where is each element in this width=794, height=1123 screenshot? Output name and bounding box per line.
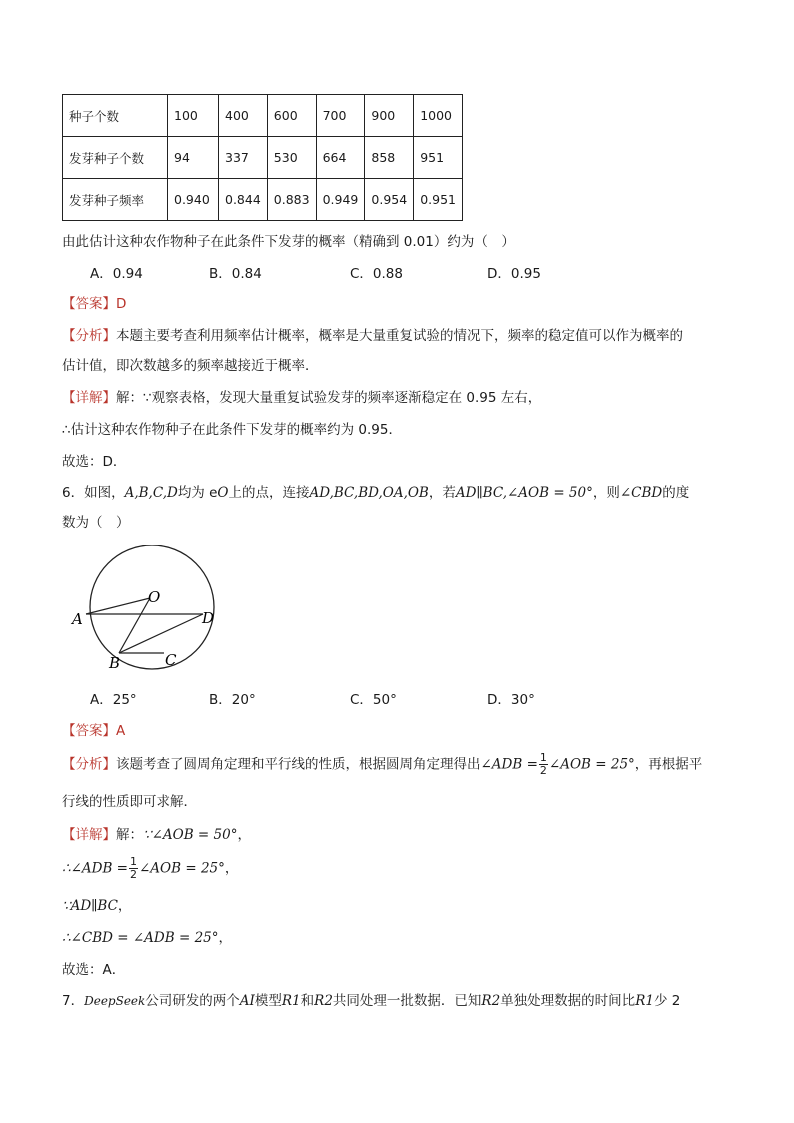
detail-math: ∵AD∥BC [62,898,118,914]
frac-num: 1 [539,751,547,764]
q7-text: 和 [300,993,315,1009]
table-cell: 0.844 [219,179,268,221]
detail-math: ∴∠CBD = ∠ADB = 25° [62,930,219,946]
detail-text: ， [224,860,239,877]
table-cell: 664 [316,137,365,179]
table-cell: 951 [414,137,463,179]
circle-o [90,545,214,669]
q5-analysis-line2: 估计值，即次数越多的频率越接近于概率． [62,358,319,374]
table-cell: 1000 [414,95,463,137]
table-cell: 0.954 [365,179,414,221]
label-d: D [202,609,215,627]
q7-text: 单独处理数据的时间比 [500,993,636,1009]
frac-den: 2 [130,868,137,881]
detail-math: ∴∠ADB = [62,860,128,877]
frac-num: 1 [130,855,137,868]
q7-text: 模型 [254,993,282,1009]
table-cell: 858 [365,137,414,179]
analysis-text: 本题主要考查利用频率估计概率，概率是大量重复试验的情况下，频率的稳定值可以作为概率的 [116,328,683,344]
q6-number: 6．如图， [62,485,125,501]
q6-segments: AD,BC,BD,OA,OB [309,485,429,501]
segment-bd [119,614,203,653]
analysis-text: 该题考查了圆周角定理和平行线的性质，根据圆周角定理得出 [116,756,481,773]
table-row [63,137,463,179]
q6-stem-line2: 数为（ ） [62,515,130,531]
label-a: A [72,610,83,628]
q6-text: 的度 [662,485,690,501]
q6-condition: AD∥BC,∠AOB = 50° [455,485,593,501]
analysis-tag: 【分析】 [62,756,116,773]
detail-text: ， [117,898,132,914]
detail-text: 解：∵观察表格，发现大量重复试验发芽的频率逐渐稳定在 0.95 左右， [116,390,542,406]
q7-model-r1: R1 [635,993,654,1009]
q5-option-b: B．0.84 [209,266,262,282]
analysis-math: ∠AOB = 25° [548,756,635,773]
table-cell: 600 [267,95,316,137]
q6-choice: 故选：A． [62,962,126,978]
q5-detail-line1 [62,386,541,406]
q7-ai: AI [239,993,255,1009]
q5-answer [62,292,126,312]
q7-text: 少 2 [653,993,681,1009]
table-cell: 700 [316,95,365,137]
detail-text: 解： [116,827,143,843]
detail-text: ， [218,930,232,946]
table-cell: 900 [365,95,414,137]
q5-option-a: A．0.94 [90,266,143,282]
q5-option-c: C．0.88 [350,266,403,282]
table-cell: 0.949 [316,179,365,221]
detail-tag: 【详解】 [62,390,116,406]
q7-text: 公司研发的两个 [145,993,240,1009]
fraction-half [129,856,138,881]
detail-math: ∠AOB = 25° [139,860,225,877]
answer-tag: 【答案】 [62,296,116,312]
detail-tag: 【详解】 [62,827,116,843]
table-cell: 0.940 [168,179,219,221]
q7-company: DeepSeek [84,994,146,1008]
q6-option-b: B．20° [209,692,256,708]
q6-answer [62,719,125,739]
detail-math: ∵∠AOB = 50° [143,827,238,843]
q6-detail-line3 [62,894,131,914]
q6-detail-line2 [62,856,238,881]
row-header: 发芽种子个数 [63,137,168,179]
q7-model-r2: R2 [481,993,501,1009]
label-o: O [148,588,161,606]
row-header: 种子个数 [63,95,168,137]
q7-text: 共同处理一批数据．已知 [332,993,482,1009]
table-cell: 0.951 [414,179,463,221]
q5-detail-line2: ∴估计这种农作物种子在此条件下发芽的概率约为 0.95． [62,422,402,438]
table-cell: 94 [168,137,219,179]
q6-detail-line4 [62,926,232,946]
table-row [63,179,463,221]
q6-detail-line1 [62,823,251,843]
q6-analysis-line2: 行线的性质即可求解． [62,794,197,810]
frac-den: 2 [539,764,547,777]
table-row [63,95,463,137]
q7-stem-line1 [62,989,680,1009]
table-cell: 400 [219,95,268,137]
table-cell: 337 [219,137,268,179]
q6-option-a: A．25° [90,692,137,708]
q5-analysis-line1 [62,324,683,344]
answer-tag: 【答案】 [62,723,116,739]
q6-text: ，若 [428,485,456,501]
circle-figure [70,545,230,675]
q6-text: 均为 e [177,485,218,501]
label-b: B [109,654,121,672]
analysis-tag: 【分析】 [62,328,116,344]
answer-value: A [116,723,126,739]
q6-analysis-line1 [62,752,702,777]
table-cell: 0.883 [267,179,316,221]
q6-text: ，则 [592,485,620,501]
table-cell: 530 [267,137,316,179]
row-header: 发芽种子频率 [63,179,168,221]
analysis-math: ∠ADB = [480,756,538,773]
segment-oa [86,598,150,614]
q6-points: A,B,C,D [124,485,178,501]
detail-text: ， [237,827,251,843]
table-cell: 100 [168,95,219,137]
q6-circle: O [217,485,229,501]
q7-model-r2: R2 [314,993,333,1009]
segment-ob [119,598,150,653]
q6-option-c: C．50° [350,692,397,708]
q6-text: 上的点，连接 [228,485,310,501]
analysis-text: ，再根据平 [634,756,703,773]
q6-target: ∠CBD [619,485,663,501]
label-c: C [165,651,177,669]
germination-table [62,94,463,221]
q6-stem-line1 [62,481,689,501]
q5-choice: 故选：D． [62,454,127,470]
q5-stem: 由此估计这种农作物种子在此条件下发芽的概率（精确到 0.01）约为（ ） [62,234,515,250]
answer-value: D [116,296,127,312]
q7-model-r1: R1 [281,993,301,1009]
q5-option-d: D．0.95 [487,266,541,282]
q7-number: 7． [62,993,85,1009]
q6-option-d: D．30° [487,692,535,708]
fraction-half [539,752,548,777]
